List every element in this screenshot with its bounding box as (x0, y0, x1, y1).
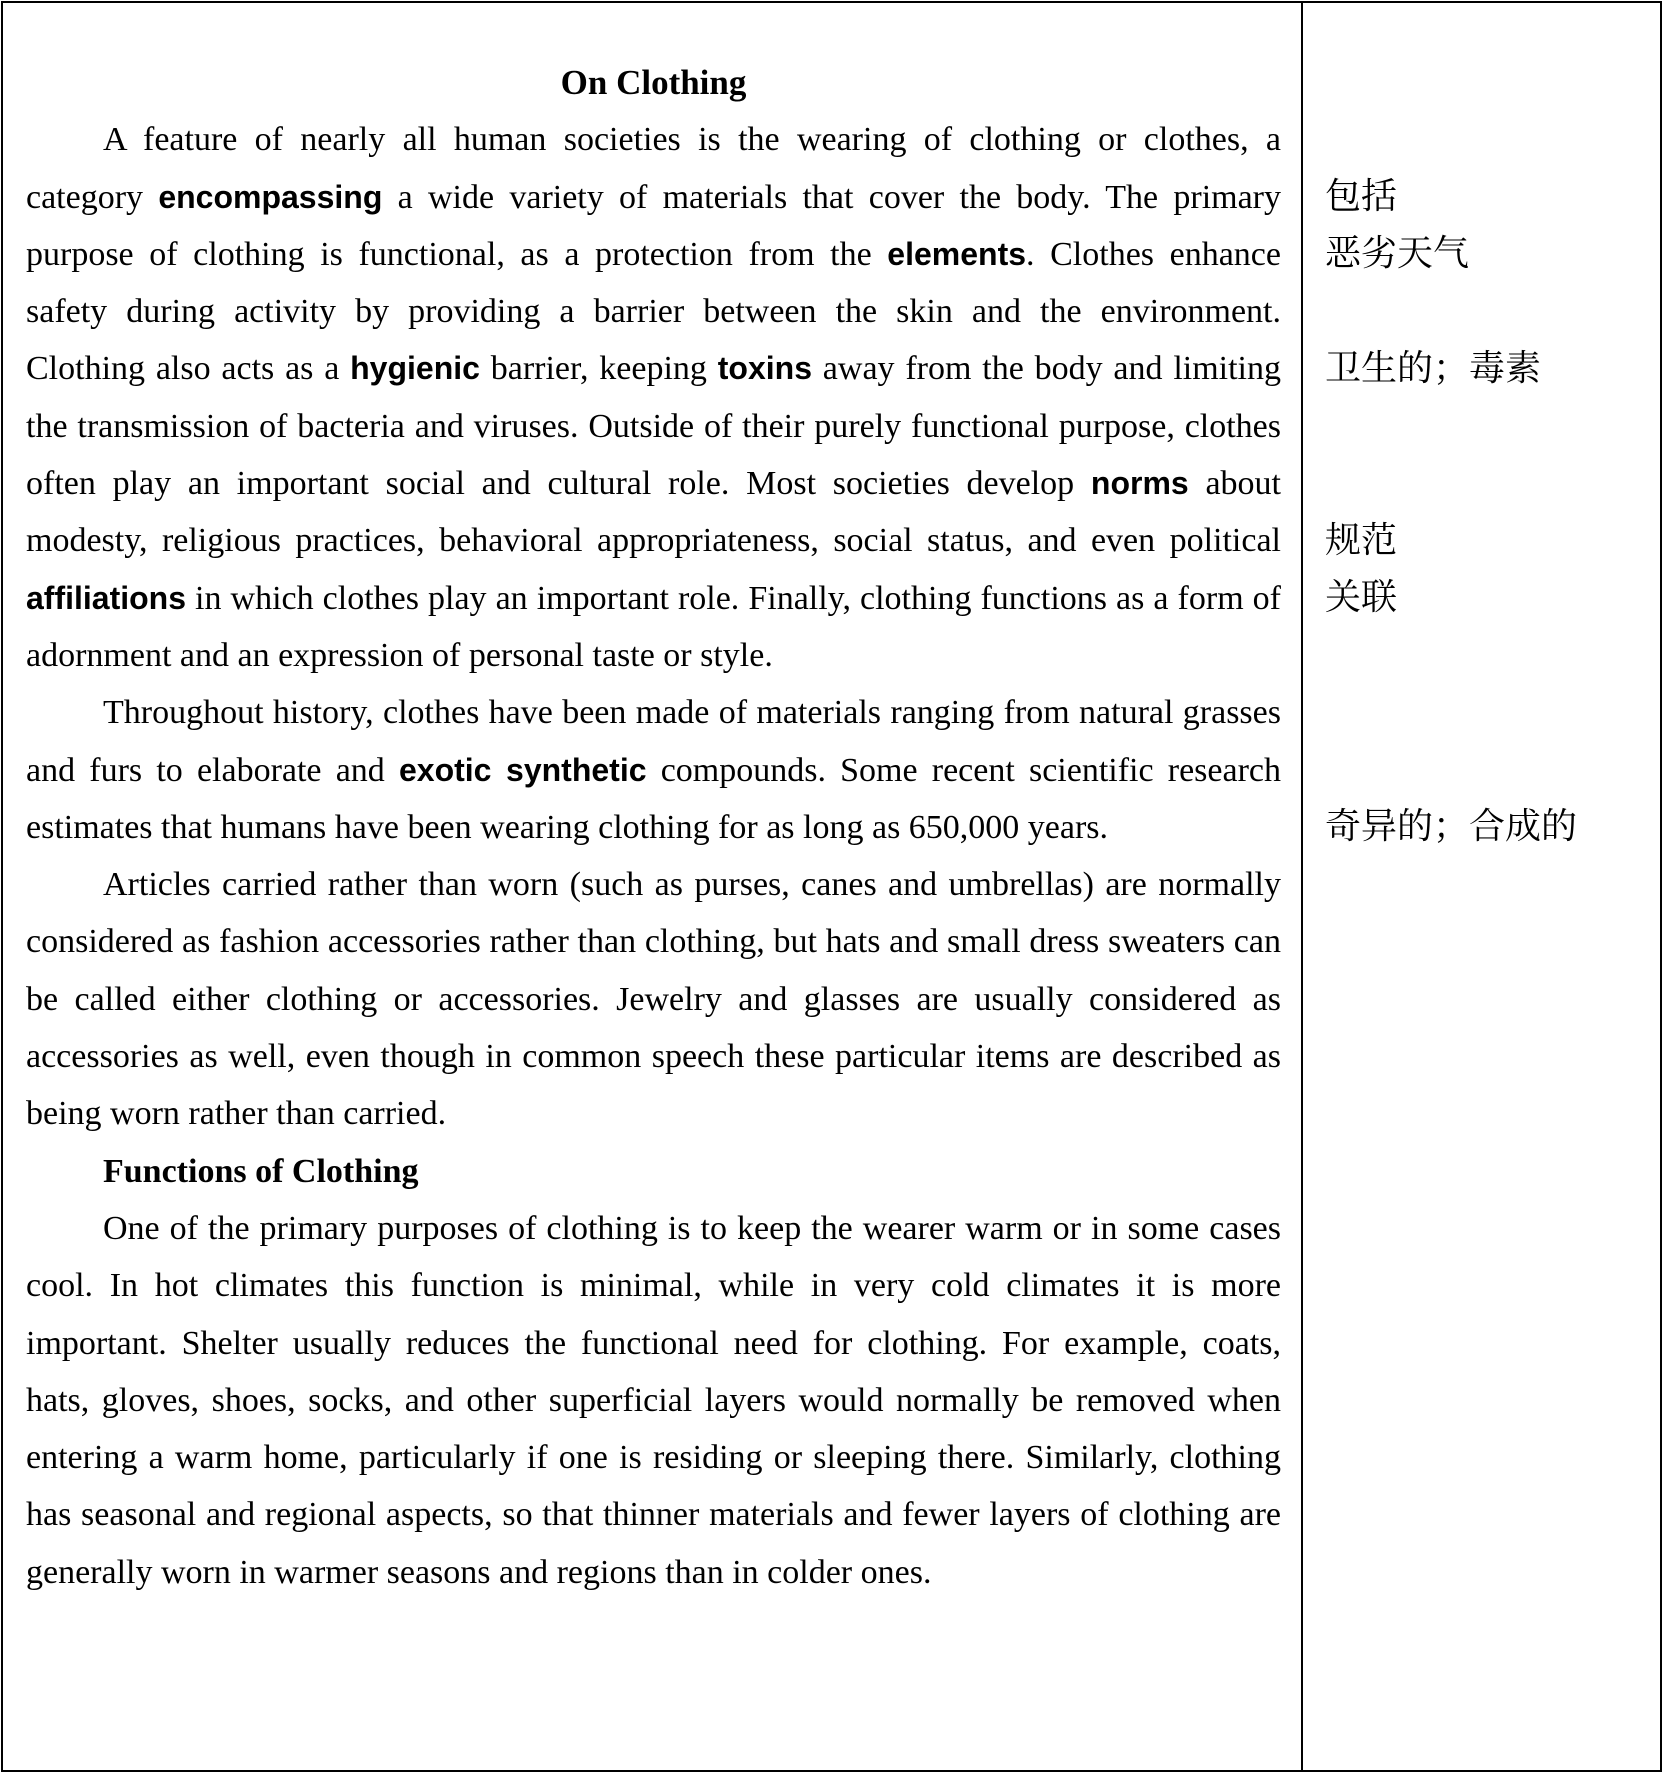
text-span: Throughout history, clothes have been made of materials ranging from natural grasses and furs to elaborate and (26, 694, 1281, 789)
text-span: in which clothes play an important role. Finally, clothing functions as a form of adornment and an expression of personal taste or style. (26, 579, 1281, 674)
gloss-elements: 恶劣天气 (1325, 233, 1470, 274)
text-span: away from the body and limiting the transmission of bacteria and viruses. Outside of their purely functional purpose, clothes often play an important social and cultural role. Most societies develop (26, 350, 1281, 503)
text-span: a wide variety of materials that cover the body. The primary purpose of clothing is functional, as a protection from the (26, 178, 1281, 273)
gloss-hygienic-toxins: 卫生的；毒素 (1325, 348, 1542, 389)
text-span: . Clothes enhance safety during activity by providing a barrier between the skin and the environment. Clothing also acts as a (26, 235, 1281, 388)
column-divider (1301, 3, 1303, 1770)
gloss-affiliations: 关联 (1325, 577, 1398, 618)
vocab-encompassing: encompassing (158, 178, 383, 215)
passage-column (26, 54, 1281, 1601)
vocab-affiliations: affiliations (26, 579, 187, 616)
paragraph-3: Articles carried rather than worn (such as purses, canes and umbrellas) are normally considered as fashion accessories rather than clothing, but hats and small dress sweaters can be called either clothing or accessories. Jewelry and glasses are usually considered as accessories as well, even though in common speech these particular items are described as being worn rather than carried. (26, 866, 1281, 1133)
text-span: barrier, keeping (479, 350, 718, 388)
paragraph-4: One of the primary purposes of clothing is to keep the wearer warm or in some cases cool. In hot climates this function is minimal, while in very cold climates it is more important. Shelter usually reduces the functional need for clothing. For example, coats, hats, gloves, shoes, socks, and other superficial layers would normally be removed when entering a warm home, particularly if one is residing or sleeping there. Similarly, clothing has seasonal and regional aspects, so that thinner materials and fewer layers of clothing are generally worn in warmer seasons and regions than in colder ones. (26, 1209, 1281, 1591)
gloss-encompassing: 包括 (1325, 176, 1398, 217)
gloss-exotic-synthetic: 奇异的；合成的 (1325, 806, 1578, 847)
vocab-norms: norms (1090, 465, 1189, 502)
page-title: On Clothing (560, 63, 747, 102)
vocab-toxins: toxins (717, 350, 812, 387)
text-span: compounds. Some recent scientific research estimates that humans have been wearing clothing for as long as 650,000 years. (26, 751, 1282, 846)
document-frame (1, 1, 1662, 1772)
vocab-elements: elements (887, 235, 1027, 272)
section-heading: Functions of Clothing (103, 1152, 419, 1190)
text-span: about modesty, religious practices, behavioral appropriateness, social status, and even political (26, 465, 1281, 560)
vocab-hygienic: hygienic (350, 350, 480, 387)
paragraph-1 (26, 111, 1281, 684)
gloss-norms: 规范 (1325, 520, 1398, 561)
vocab-exotic-synthetic: exotic synthetic (398, 751, 647, 788)
text-span: A feature of nearly all human societies is the wearing of clothing or clothes, a category (26, 121, 1281, 216)
paragraph-2 (26, 684, 1281, 856)
